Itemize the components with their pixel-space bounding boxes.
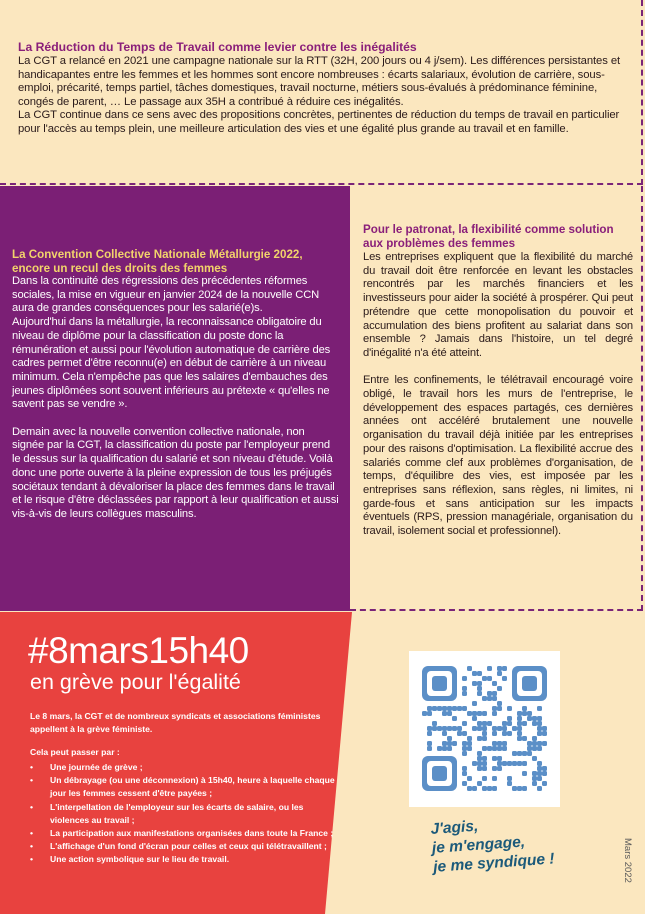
ccn-title: La Convention Collective Nationale Métallurgie 2022, encore un recul des droits des femmes bbox=[12, 248, 303, 275]
list-item: • Une journée de grève ; bbox=[30, 761, 340, 774]
strike-list-heading: Cela peut passer par : bbox=[30, 747, 120, 757]
flexibility-paragraph-1: Les entreprises expliquent que la flexibilité du marché du travail doit être renforcée en levant les obstacles rencontrés par les marchés financiers et les investisseurs pour aider la société à prospérer. Qui peut prétendre que cette monopolisation du pouvoir et accumulation des biens profitent au salariat dans son ensemble ? Jamais dans l'histoire, un tel degré d'inégalité n'a été atteint. bbox=[363, 251, 633, 359]
list-item: • Un débrayage (ou une déconnexion) à 15h40, heure à laquelle chaque jour les femmes cessent d'être payées ; bbox=[30, 774, 340, 800]
ccn-paragraph-1: Dans la continuité des régressions des précédentes réformes sociales, la mise en vigueur en janvier 2024 de la nouvelle CCN aura de grandes conséquences pour les salarié(e)s. bbox=[12, 275, 320, 315]
list-item: • L'interpellation de l'employeur sur les écarts de salaire, ou les violences au travail ; bbox=[30, 801, 340, 827]
rtt-paragraph-1: La CGT a relancé en 2021 une campagne nationale sur la RTT (32H, 200 jours ou 4 j/sem). Les différences persistantes et handicapantes entre les femmes et les hommes sont encore nombreuses : écarts salariaux, évolution de carrière, sous-emploi, précarité, temps partiel, tâches domestiques, travail nocturne, métiers sous-évalués à prédominance féminine, congés de parent, … Le passage aux 35H a contribué à réduire ces inégalités. bbox=[18, 55, 621, 108]
ccn-section bbox=[0, 186, 350, 611]
slogan-line-2: je m'engage, bbox=[431, 833, 526, 857]
slogan-line-3: je me syndique ! bbox=[432, 850, 556, 876]
slogan bbox=[430, 812, 555, 877]
rtt-section bbox=[0, 0, 643, 185]
flexibility-body bbox=[363, 251, 633, 552]
list-item: • La participation aux manifestations organisées dans toute la France ; bbox=[30, 827, 340, 840]
flexibility-title: Pour le patronat, la flexibilité comme solution aux problèmes des femmes bbox=[363, 223, 614, 250]
strike-subtitle: en grève pour l'égalité bbox=[30, 670, 241, 694]
flexibility-section bbox=[350, 186, 643, 611]
ccn-body bbox=[12, 275, 339, 522]
strike-actions-list bbox=[30, 761, 340, 867]
list-item: • Une action symbolique sur le lieu de travail. bbox=[30, 853, 340, 866]
rtt-title: La Réduction du Temps de Travail comme levier contre les inégalités bbox=[18, 40, 417, 54]
strike-intro: Le 8 mars, la CGT et de nombreux syndicats et associations féministes appellent à la grève féministe. bbox=[30, 711, 321, 734]
qr-code[interactable] bbox=[409, 651, 560, 807]
flexibility-paragraph-2: Entre les confinements, le télétravail encouragé voire obligé, le travail hors les murs de l'entreprise, le développement des espaces partagés, ces dernières années ont accéléré brutalement une nouvelle organisation du travail déjà initiée par les entreprises pour des raisons d'optimisation. La flexibilité accrue des salariés comme clef aux problèmes d'organisation, de temps, d'équilibre des vies, est imposée par les entreprises sans réflexion, sans règles, ni limites, ni garde-fous et sans anticipation sur les impacts éventuels (RPS, pression managériale, organisation du travail, isolement social et professionnel). bbox=[363, 374, 633, 538]
list-item: • L'affichage d'un fond d'écran pour celles et ceux qui télétravaillent ; bbox=[30, 840, 340, 853]
slogan-line-1: J'agis, bbox=[430, 817, 479, 838]
rtt-paragraph-2: La CGT continue dans ce sens avec des propositions concrètes, pertinentes de réduction du temps de travail en particulier pour l'accès au temps plein, une meilleure articulation des vies et une égalité plus grande au travail et en famille. bbox=[18, 109, 620, 135]
rtt-body bbox=[18, 55, 630, 137]
ccn-paragraph-3: Demain avec la nouvelle convention collective nationale, non signée par la CGT, la classification du poste par l'employeur prend le dessus sur la qualification du salarié et son niveau d'étude. Voilà donc une porte ouverte à la pleine expression de tous les préjugés sociétaux tendant à dévaloriser la place des femmes dans le travail et le risque d'être déclassées par rapport à leur qualification et aussi vis-à-vis de leurs collègues masculins. bbox=[12, 425, 339, 520]
qr-code-icon bbox=[409, 651, 560, 807]
strike-hashtag: #8mars15h40 bbox=[28, 630, 249, 671]
issue-date: Mars 2022 bbox=[622, 838, 633, 883]
ccn-paragraph-2: Aujourd'hui dans la métallurgie, la reconnaissance obligatoire du niveau de diplôme pour la classification du poste donc la rémunération et aussi pour l'évolution automatique de carrière des cadres permet d'être reconnu(e) en début de carrière à un niveau minimum. Cela n'empêche pas que les salaires d'embauches des jeunes diplômées sont souvent inférieurs au prétexte « qu'elles ne savent pas se vendre ». bbox=[12, 316, 331, 411]
